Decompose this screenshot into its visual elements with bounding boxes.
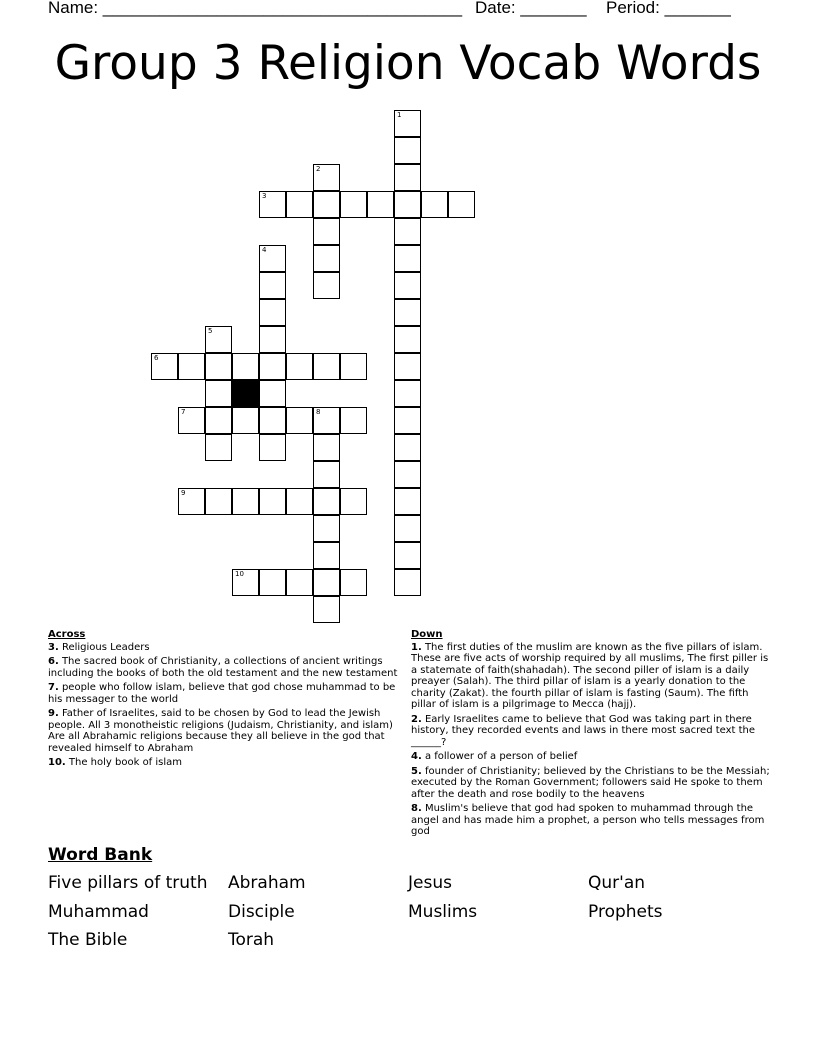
word-bank-title: Word Bank [48, 845, 153, 865]
clue-text: The first duties of the muslim are known as the five pillars of islam. These are five acts of worship required by all muslims, The first piller is a statemate of faith(shahadah). The second piller of islam is a daily preayer (Salah). The third pillar of islam is a yearly donation to the charity (Zakat). the fourth pillar of islam is fasting (Saum). The fifth pillar of islam is a pilgrimage to Mecca (hajj). [411, 641, 769, 710]
cell-number: 10 [235, 570, 244, 578]
crossword-cell[interactable] [313, 164, 340, 191]
crossword-cell[interactable] [259, 326, 286, 353]
clue-text: The holy book of islam [68, 757, 183, 768]
crossword-cell[interactable] [259, 569, 286, 596]
word-bank-word: Torah [228, 930, 275, 950]
crossword-cell[interactable] [286, 569, 313, 596]
crossword-cell[interactable] [394, 407, 421, 434]
cell-number: 9 [181, 489, 186, 497]
crossword-cell[interactable] [394, 272, 421, 299]
cell-number: 2 [316, 165, 321, 173]
crossword-cell[interactable] [232, 353, 259, 380]
cell-number: 5 [208, 327, 213, 335]
crossword-cell[interactable] [394, 245, 421, 272]
across-clue [48, 642, 404, 654]
cell-number: 4 [262, 246, 267, 254]
crossword-cell[interactable] [313, 407, 340, 434]
crossword-cell[interactable] [394, 353, 421, 380]
crossword-cell[interactable] [340, 569, 367, 596]
clue-text: people who follow islam, believe that god chose muhammad to be his messager to the world [48, 682, 396, 705]
crossword-cell[interactable] [259, 407, 286, 434]
clue-number: 3. [48, 641, 59, 653]
clue-text: Muslim's believe that god had spoken to muhammad through the angel and has made him a prophet, a person who tells messages from god [411, 803, 765, 837]
crossword-cell[interactable] [313, 191, 340, 218]
crossword-cell[interactable] [232, 488, 259, 515]
across-clue [48, 682, 404, 705]
crossword-cell[interactable] [394, 299, 421, 326]
cell-number: 7 [181, 408, 186, 416]
crossword-cell[interactable] [286, 488, 313, 515]
down-clue [411, 766, 773, 801]
cell-number: 6 [154, 354, 159, 362]
crossword-cell[interactable] [313, 218, 340, 245]
crossword-cell[interactable] [394, 569, 421, 596]
crossword-cell[interactable] [394, 542, 421, 569]
cell-number: 8 [316, 408, 321, 416]
crossword-cell[interactable] [259, 434, 286, 461]
clue-text: The sacred book of Christianity, a collections of ancient writings including the books of both the old testament and the new testament [48, 656, 398, 679]
crossword-cell[interactable] [340, 488, 367, 515]
crossword-cell[interactable] [313, 515, 340, 542]
crossword-cell[interactable] [394, 326, 421, 353]
across-clue [48, 708, 404, 754]
down-clue [411, 803, 773, 838]
crossword-cell[interactable] [313, 461, 340, 488]
crossword-cell[interactable] [178, 488, 205, 515]
name-field-label: Name: ______________________________________ [48, 0, 463, 17]
clue-number: 1. [411, 641, 422, 653]
down-clues [411, 629, 773, 841]
crossword-cell[interactable] [205, 407, 232, 434]
word-bank-word: The Bible [48, 930, 128, 950]
crossword-cell[interactable] [313, 353, 340, 380]
crossword-cell[interactable] [313, 542, 340, 569]
word-bank-word: Disciple [228, 902, 295, 922]
crossword-cell[interactable] [313, 245, 340, 272]
crossword-cell[interactable] [178, 353, 205, 380]
across-clues [48, 629, 404, 772]
crossword-cell[interactable] [367, 191, 394, 218]
crossword-cell[interactable] [259, 380, 286, 407]
word-bank-word: Jesus [408, 873, 452, 893]
crossword-cell[interactable] [313, 272, 340, 299]
crossword-cell[interactable] [340, 353, 367, 380]
down-clue [411, 714, 773, 749]
crossword-cell[interactable] [259, 245, 286, 272]
clue-text: Early Israelites came to believe that God was taking part in there history, they recorded events and laws in there most sacred text the ______? [411, 713, 756, 748]
clue-number: 7. [48, 682, 59, 693]
crossword-cell[interactable] [205, 380, 232, 407]
clue-number: 9. [48, 708, 59, 719]
clue-text: Religious Leaders [61, 641, 150, 653]
crossword-cell[interactable] [394, 380, 421, 407]
cell-number: 1 [397, 111, 402, 119]
crossword-cell[interactable] [394, 461, 421, 488]
clue-number: 8. [411, 803, 422, 814]
crossword-cell[interactable] [394, 164, 421, 191]
crossword-cell[interactable] [394, 488, 421, 515]
crossword-cell[interactable] [394, 137, 421, 164]
clue-number: 5. [411, 765, 422, 777]
word-bank-word: Qur'an [588, 873, 646, 893]
clue-text: founder of Christianity; believed by the Christians to be the Messiah; executed by the Roman Government; followers said He spoke to them after the death and rose bodily to the heavens [411, 765, 770, 800]
crossword-cell[interactable] [313, 488, 340, 515]
period-field-label: Period: _______ [606, 0, 731, 17]
crossword-cell[interactable] [178, 407, 205, 434]
crossword-cell[interactable] [151, 353, 178, 380]
crossword-cell[interactable] [232, 569, 259, 596]
crossword-cell[interactable] [313, 596, 340, 623]
across-heading: Across [48, 629, 86, 640]
across-clue [48, 757, 404, 769]
clue-number: 4. [411, 751, 422, 762]
crossword-cell[interactable] [232, 407, 259, 434]
crossword-cell[interactable] [394, 110, 421, 137]
crossword-cell[interactable] [205, 326, 232, 353]
crossword-cell[interactable] [205, 434, 232, 461]
crossword-cell[interactable] [259, 353, 286, 380]
clue-number: 2. [411, 713, 422, 725]
word-bank-word: Abraham [228, 873, 306, 893]
page-title: Group 3 Religion Vocab Words [54, 36, 762, 91]
crossword-cell[interactable] [313, 569, 340, 596]
crossword-cell[interactable] [313, 434, 340, 461]
crossword-cell[interactable] [340, 191, 367, 218]
clue-text: Father of Israelites, said to be chosen by God to lead the Jewish people. All 3 monotheistic religions (Judaism, Christianity, and islam) Are all Abrahamic religions because they all believe in the god that revealed himself to Abraham [48, 708, 393, 754]
crossword-cell[interactable] [286, 353, 313, 380]
clue-number: 6. [48, 656, 59, 667]
crossword-cell[interactable] [448, 191, 475, 218]
crossword-cell[interactable] [259, 272, 286, 299]
crossword-cell[interactable] [205, 353, 232, 380]
crossword-cell[interactable] [259, 191, 286, 218]
word-bank-word: Muhammad [48, 902, 149, 922]
crossword-cell[interactable] [286, 407, 313, 434]
crossword-cell[interactable] [205, 488, 232, 515]
crossword-cell[interactable] [259, 488, 286, 515]
crossword-cell[interactable] [259, 299, 286, 326]
word-bank-word: Prophets [588, 902, 663, 922]
down-clue [411, 751, 773, 763]
crossword-cell[interactable] [394, 434, 421, 461]
crossword-cell[interactable] [340, 407, 367, 434]
crossword-cell[interactable] [286, 191, 313, 218]
black-cell [232, 380, 259, 407]
down-clue [411, 642, 773, 711]
word-bank-word: Muslims [408, 902, 478, 922]
crossword-cell[interactable] [394, 218, 421, 245]
clue-number: 10. [48, 757, 66, 768]
crossword-cell[interactable] [421, 191, 448, 218]
clue-text: a follower of a person of belief [424, 751, 578, 762]
cell-number: 3 [262, 192, 267, 200]
crossword-cell[interactable] [394, 515, 421, 542]
word-bank-word: Five pillars of truth [48, 873, 208, 893]
across-clue [48, 656, 404, 679]
date-field-label: Date: _______ [475, 0, 587, 17]
down-heading: Down [411, 629, 443, 640]
crossword-cell[interactable] [394, 191, 421, 218]
